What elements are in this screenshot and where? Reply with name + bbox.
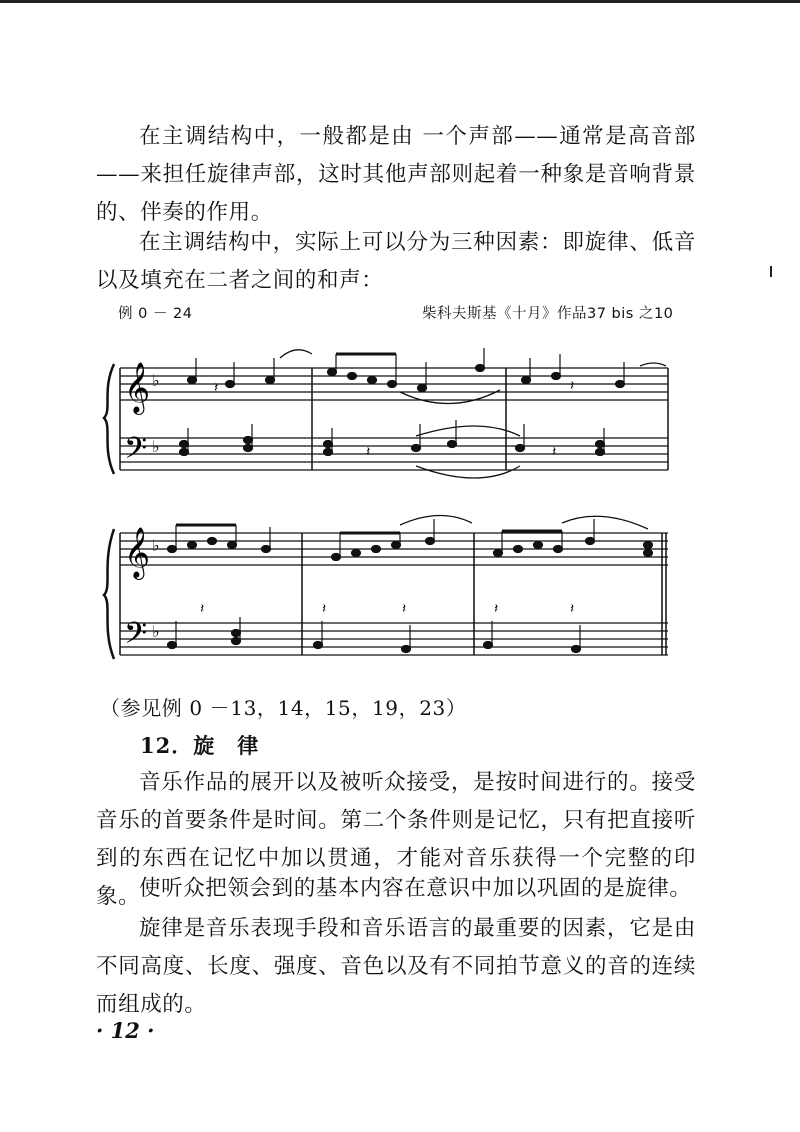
paragraph-melody-definition: 旋律是音乐表现手段和音乐语言的最重要的因素，它是由不同高度、长度、强度、音色以及有不同拍节意义的音的连续而组成的。 [96, 916, 696, 1017]
svg-text:𝄽: 𝄽 [402, 601, 407, 617]
margin-mark [770, 266, 772, 277]
example-source: 柴科夫斯基《十月》作品37 bis 之10 [422, 306, 674, 322]
page-number: · 12 · [96, 1018, 155, 1043]
music-score-system-1 [100, 340, 670, 495]
example-references: （参见例 0 －13，14，15，19，23） [100, 696, 467, 720]
section-heading: 12．旋 律 [140, 733, 260, 758]
grand-staff-brace [104, 364, 114, 474]
paragraph-three-elements: 在主调结构中，实际上可以分为三种因素：即旋律、低音以及填充在二者之间的和声： [96, 230, 696, 293]
svg-text:𝄽: 𝄽 [494, 601, 499, 617]
grand-staff-brace [104, 529, 114, 659]
svg-text:𝄽: 𝄽 [366, 444, 371, 460]
svg-text:♭: ♭ [152, 437, 160, 456]
svg-text:𝄽: 𝄽 [570, 601, 575, 617]
music-score-system-2 [100, 505, 670, 680]
paragraph-time-memory: 音乐作品的展开以及被听众接受，是按时间进行的。接受音乐的首要条件是时间。第二个条件则是记忆，只有把直接听到的东西在记忆中加以贯通，才能对音乐获得一个完整的印象。 [96, 770, 696, 909]
treble-clef-icon: 𝄞 [124, 362, 151, 413]
paragraph-melody-consolidation: 使听众把领会到的基本内容在意识中加以巩固的是旋律。 [139, 876, 692, 901]
svg-text:𝄽: 𝄽 [552, 444, 557, 460]
bass-clef-icon: 𝄢 [124, 617, 148, 658]
svg-text:♭: ♭ [152, 536, 160, 555]
page-top-rule [0, 0, 800, 3]
bass-clef-icon: 𝄢 [124, 432, 148, 473]
svg-text:𝄽: 𝄽 [322, 601, 327, 617]
svg-text:♭: ♭ [152, 371, 160, 390]
paragraph-homophony-intro: 在主调结构中，一般都是由 一个声部——通常是高音部——来担任旋律声部，这时其他声部则起着一种象是音响背景的、伴奏的作用。 [96, 124, 696, 225]
svg-text:𝄽: 𝄽 [214, 380, 219, 396]
example-label: 例 0 － 24 [118, 306, 193, 322]
treble-clef-icon: 𝄞 [124, 527, 151, 578]
svg-text:𝄽: 𝄽 [200, 601, 205, 617]
svg-text:𝄽: 𝄽 [570, 378, 575, 394]
svg-text:♭: ♭ [152, 622, 160, 641]
